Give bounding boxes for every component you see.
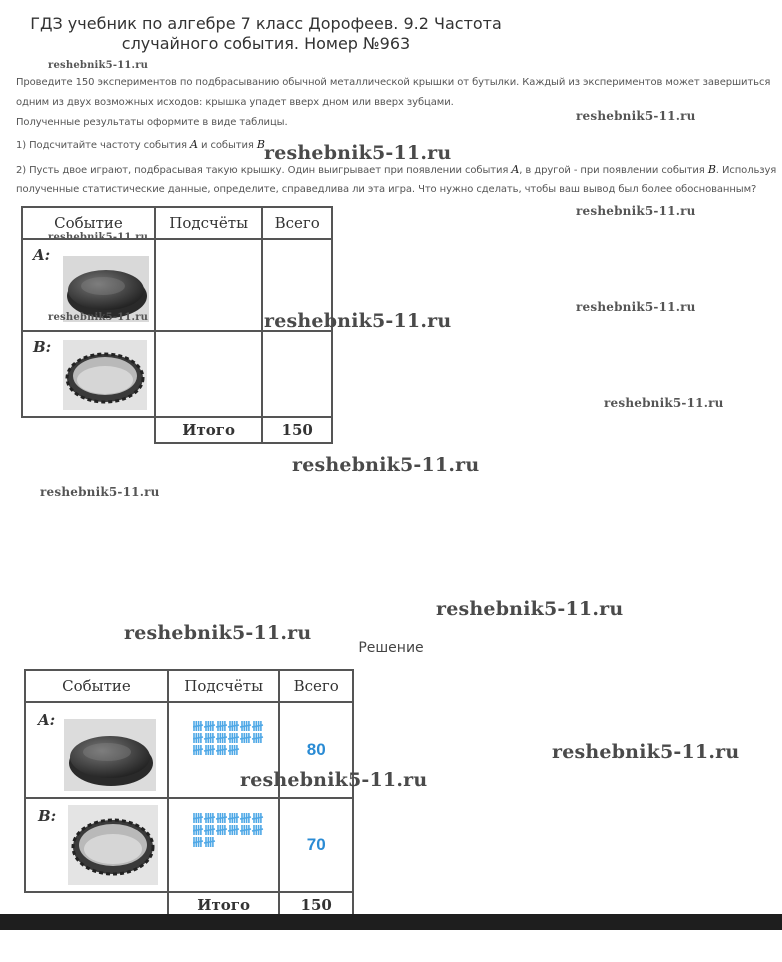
bottle-cap-teeth-up-image — [63, 340, 147, 410]
task-question-1 — [16, 138, 265, 151]
q1-mid: и события — [200, 140, 254, 151]
watermark: reshebnik5-11.ru — [124, 622, 312, 644]
solution-label: Решение — [358, 640, 424, 656]
solution-header-counts: Подсчёты — [168, 670, 280, 702]
solution-table — [24, 669, 354, 919]
solution-row-b-label: B: — [38, 807, 57, 825]
q2-suffix: . Используя — [715, 165, 777, 176]
solution-row-a-label: A: — [38, 711, 56, 729]
solution-row-b-event — [25, 798, 168, 892]
bottle-cap-bottom-up-image — [64, 719, 156, 791]
solution-header-total: Всего — [279, 670, 353, 702]
q2-event-b: B — [707, 163, 716, 176]
task-header-event: Событие — [22, 207, 155, 239]
tally-marks-b — [193, 813, 273, 863]
solution-row-a-value: 80 — [306, 740, 326, 759]
watermark: reshebnik5-11.ru — [264, 310, 452, 332]
watermark: reshebnik5-11.ru — [576, 109, 696, 123]
solution-header-event: Событие — [25, 670, 168, 702]
solution-total-label: Итого — [168, 892, 280, 918]
bottle-cap-teeth-up-image — [68, 805, 158, 885]
task-row-b-counts — [155, 331, 263, 417]
task-row-b-event — [22, 331, 155, 417]
task-row-a-label: A: — [33, 246, 51, 264]
solution-total-value: 150 — [279, 892, 353, 918]
solution-row-a-event — [25, 702, 168, 798]
watermark: reshebnik5-11.ru — [576, 300, 696, 314]
task-header-counts: Подсчёты — [155, 207, 263, 239]
q2-event-a: A — [511, 163, 520, 176]
watermark: reshebnik5-11.ru — [48, 232, 149, 243]
q1-event-a: A — [190, 138, 198, 151]
q2-mid: , в другой - при появлении события — [519, 165, 705, 176]
solution-row-b-value: 70 — [306, 835, 326, 854]
watermark: reshebnik5-11.ru — [552, 741, 740, 763]
watermark: reshebnik5-11.ru — [240, 769, 428, 791]
task-question-2-line-2: полученные статистические данные, определите, справедлива ли эта игра. Что нужно сделать, чтобы ваш вывод был более обоснованным? — [16, 184, 757, 195]
task-question-2 — [16, 163, 776, 176]
watermark: reshebnik5-11.ru — [40, 485, 160, 499]
watermark: reshebnik5-11.ru — [48, 60, 149, 71]
watermark: reshebnik5-11.ru — [436, 598, 624, 620]
q1-prefix: 1) Подсчитайте частоту события — [16, 140, 187, 151]
watermark: reshebnik5-11.ru — [604, 396, 724, 410]
q1-event-b: B — [256, 138, 265, 151]
watermark: reshebnik5-11.ru — [264, 142, 452, 164]
task-row-b-label: B: — [33, 338, 52, 356]
task-row-b-total — [262, 331, 332, 417]
bottom-bar — [0, 914, 782, 930]
task-total-blank — [22, 417, 155, 443]
watermark: reshebnik5-11.ru — [576, 204, 696, 218]
page-title: ГДЗ учебник по алгебре 7 класс Дорофеев. 9.2 Частота случайного события. Номер №963 — [30, 14, 502, 53]
task-total-value: 150 — [262, 417, 332, 443]
task-line-3: Полученные результаты оформите в виде таблицы. — [16, 117, 288, 128]
solution-row-b-total — [279, 798, 353, 892]
task-header-total: Всего — [262, 207, 332, 239]
task-row-a-counts — [155, 239, 263, 331]
task-line-2: одним из двух возможных исходов: крышка упадет вверх дном или вверх зубцами. — [16, 97, 454, 108]
q2-prefix: 2) Пусть двое играют, подбрасывая такую крышку. Один выигрывает при появлении события — [16, 165, 509, 176]
solution-row-b-counts — [168, 798, 280, 892]
task-total-label: Итого — [155, 417, 263, 443]
watermark: reshebnik5-11.ru — [48, 312, 149, 323]
watermark: reshebnik5-11.ru — [292, 454, 480, 476]
task-line-1: Проведите 150 экспериментов по подбрасыванию обычной металлической крышки от бутылки. Каждый из экспериментов может завершиться — [16, 77, 771, 88]
